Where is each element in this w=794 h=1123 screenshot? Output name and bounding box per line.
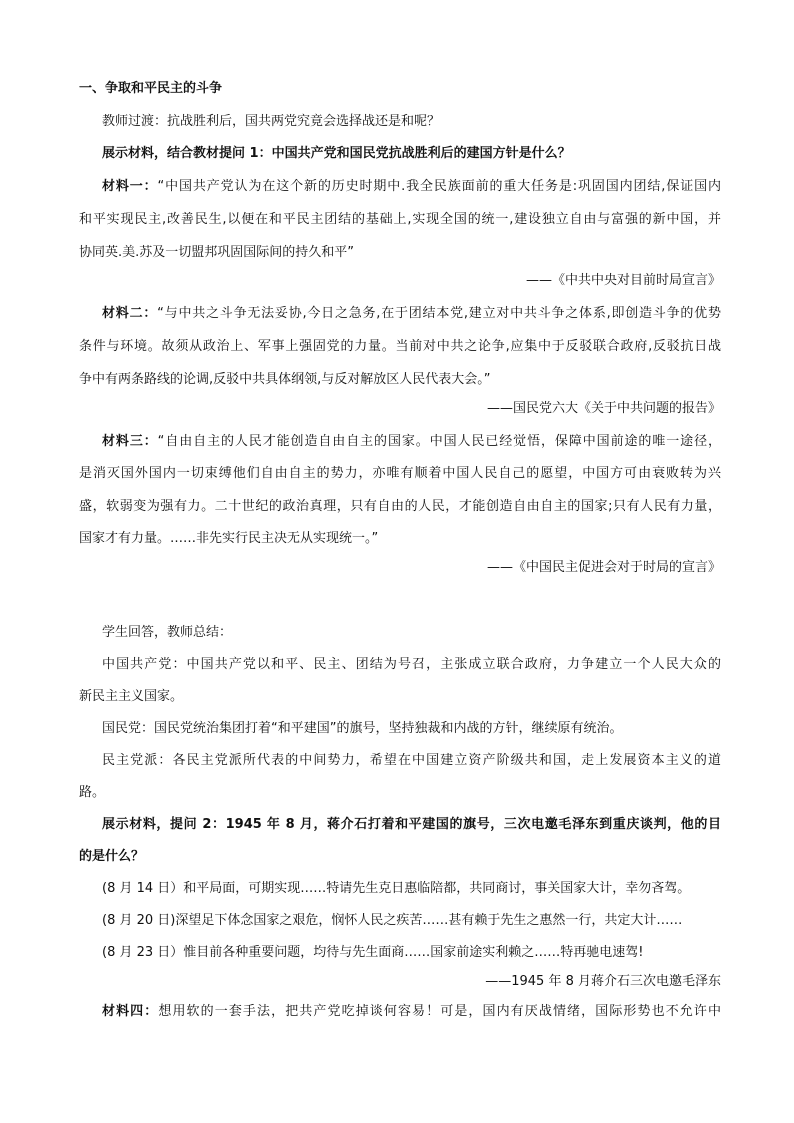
summary-dem-line-1: 民主党派：各民主党派所代表的中间势力，希望在中国建立资产阶级共和国，走上发展资本主义的道 [102,753,721,768]
question-2-line-2: 的是什么？ [79,849,145,864]
material-4-label: 材料四： [102,1004,159,1019]
material-3-line-2: 是消灭国外国内一切束缚他们自由自主的势力，亦唯有顺着中国人民自己的愿望，中国方可由衰败转为兴 [79,466,721,481]
material-1-line-1: 材料一：“中国共产党认为在这个新的历史时期中.我全民族面前的重大任务是:巩固国内团结,保证国内 [102,179,721,194]
material-3-source: ——《中国民主促进会对于时局的宣言》 [486,560,721,575]
material-3-line-3: 盛，软弱变为强有力。二十世纪的政治真理，只有自由的人民，才能创造自由自主的国家;只有人民有力量， [79,499,721,514]
material-3-line-1: 材料三：“自由自主的人民才能创造自由自主的国家。中国人民已经觉悟，保障中国前途的唯一途径， [102,434,721,449]
material-2-line-1: 材料二：“与中共之斗争无法妥协,今日之急务,在于团结本党,建立对中共斗争之体系,即创造斗争的优势 [102,306,721,321]
material-1-source: ——《中共中央对目前时局宣言》 [525,273,721,288]
material-2-line-3: 争中有两条路线的论调,反驳中共具体纲领,与反对解放区人民代表大会。” [79,372,491,387]
question-2-line-1: 展示材料，提问 2：1945 年 8 月，蒋介石打着和平建国的旗号，三次电邀毛泽东到重庆谈判，他的目 [102,817,721,832]
summary-cpc-line-2: 新民主主义国家。 [79,689,184,704]
summary-dem-line-2: 路。 [79,785,106,800]
question-1: 展示材料，结合教材提问 1：中国共产党和国民党抗战胜利后的建国方针是什么？ [102,146,571,161]
material-1-label: 材料一： [102,179,158,194]
section-heading: 一、争取和平民主的斗争 [79,81,223,96]
telegram-aug-20: (8 月 20 日)深望足下体念国家之艰危，悯怀人民之疾苦……甚有赖于先生之惠然一行，共定大计…… [102,913,683,928]
material-2-source: ——国民党六大《关于中共问题的报告》 [486,401,721,416]
material-3-label: 材料三： [102,434,158,449]
summary-intro: 学生回答，教师总结： [102,625,233,640]
material-2-label: 材料二： [102,306,158,321]
material-2-line-2: 条件与环境。故须从政治上、军事上强固党的力量。当前对中共之论争,应集中于反驳联合政府,反驳抗日战 [79,339,721,354]
material-4-line-1: 材料四：想用软的一套手法，把共产党吃掉谈何容易！可是，国内有厌战情绪，国际形势也不允许中 [102,1004,721,1019]
summary-kmt: 国民党：国民党统治集团打着“和平建国”的旗号，坚持独裁和内战的方针，继续原有统治。 [102,721,623,736]
material-1-line-2: 和平实现民主,改善民生,以便在和平民主团结的基础上,实现全国的统一,建设独立自由与富强的新中国，并 [79,212,721,227]
summary-cpc-line-1: 中国共产党：中国共产党以和平、民主、团结为号召，主张成立联合政府，力争建立一个人民大众的 [102,657,721,672]
material-1-line-3: 协同英.美.苏及一切盟邦巩固国际间的持久和平” [79,245,354,260]
teacher-transition: 教师过渡：抗战胜利后，国共两党究竟会选择战还是和呢？ [102,114,441,129]
telegram-aug-23: (8 月 23 日）惟目前各种重要问题，均待与先生面商……国家前途实利赖之……特再驰电速驾! [102,945,644,960]
telegram-aug-14: (8 月 14 日）和平局面，可期实现……特请先生克日惠临陪都，共同商讨，事关国家大计，幸勿吝驾。 [102,881,691,896]
telegram-source: ——1945 年 8 月蒋介石三次电邀毛泽东 [485,974,721,989]
material-3-line-4: 国家才有力量。……非先实行民主决无从实现统一。” [79,531,379,546]
